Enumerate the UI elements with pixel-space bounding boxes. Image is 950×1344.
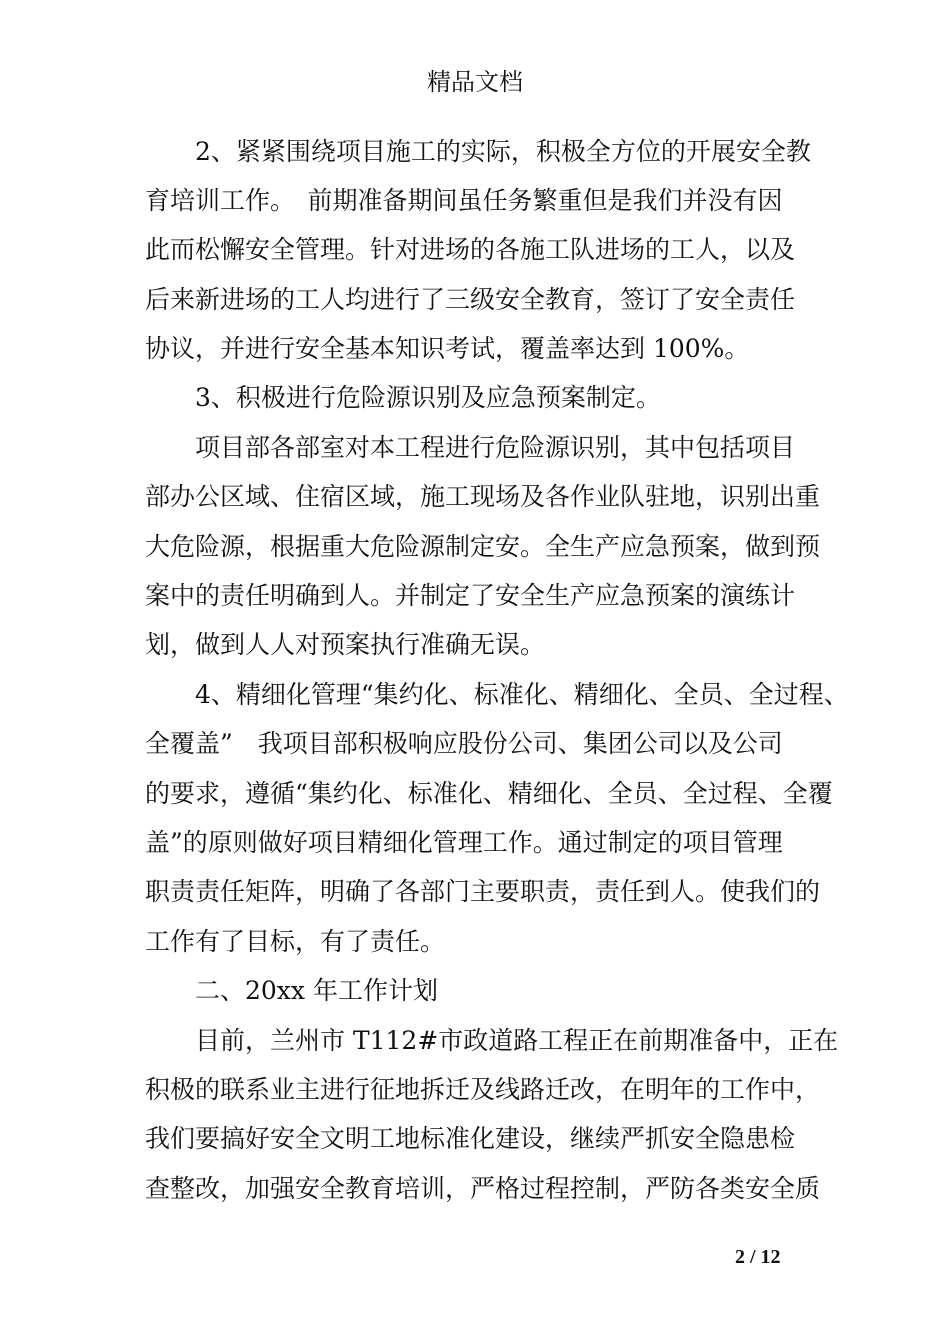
text-line: 查整改，加强安全教育培训，严格过程控制，严防各类安全质: [145, 1174, 821, 1203]
text-line: 后来新进场的工人均进行了三级安全教育，签订了安全责任: [145, 285, 796, 314]
text-line: 大危险源，根据重大危险源制定安。全生产应急预案，做到预: [145, 532, 821, 561]
text-line: 协议，并进行安全基本知识考试，覆盖率达到 100%。: [145, 334, 750, 363]
text-line: 项目部各部室对本工程进行危险源识别，其中包括项目: [145, 433, 796, 462]
text-line: 二、20xx 年工作计划: [145, 976, 438, 1005]
text-line: 盖”的原则做好项目精细化管理工作。通过制定的项目管理: [145, 828, 783, 857]
text-line: 3、积极进行危险源识别及应急预案制定。: [145, 383, 661, 412]
page-header-title: 精品文档: [427, 68, 523, 96]
text-line: 部办公区域、住宿区域，施工现场及各作业队驻地，识别出重: [145, 482, 821, 511]
text-line: 育培训工作。 前期准备期间虽任务繁重但是我们并没有因: [145, 186, 783, 215]
page-number: 2 / 12: [735, 1246, 781, 1268]
text-line: 全覆盖” 我项目部积极响应股份公司、集团公司以及公司: [145, 729, 783, 758]
text-line: 的要求，遵循“集约化、标准化、精细化、全员、全过程、全覆: [145, 779, 833, 808]
text-line: 我们要搞好安全文明工地标准化建设，继续严抓安全隐患检: [145, 1124, 796, 1153]
text-line: 目前，兰州市 T112#市政道路工程正在前期准备中，正在: [145, 1026, 839, 1055]
text-line: 积极的联系业主进行征地拆迁及线路迁改，在明年的工作中，: [145, 1075, 821, 1104]
text-line: 划，做到人人对预案执行准确无误。: [145, 630, 546, 659]
text-line: 工作有了目标，有了责任。: [145, 927, 446, 956]
text-line: 4、精细化管理“集约化、标准化、精细化、全员、全过程、: [145, 680, 849, 709]
text-line: 此而松懈安全管理。针对进场的各施工队进场的工人，以及: [145, 235, 796, 264]
text-line: 职责责任矩阵，明确了各部门主要职责，责任到人。使我们的: [145, 877, 821, 906]
text-line: 2、紧紧围绕项目施工的实际，积极全方位的开展安全教: [145, 137, 811, 166]
text-line: 案中的责任明确到人。并制定了安全生产应急预案的演练计: [145, 581, 796, 610]
